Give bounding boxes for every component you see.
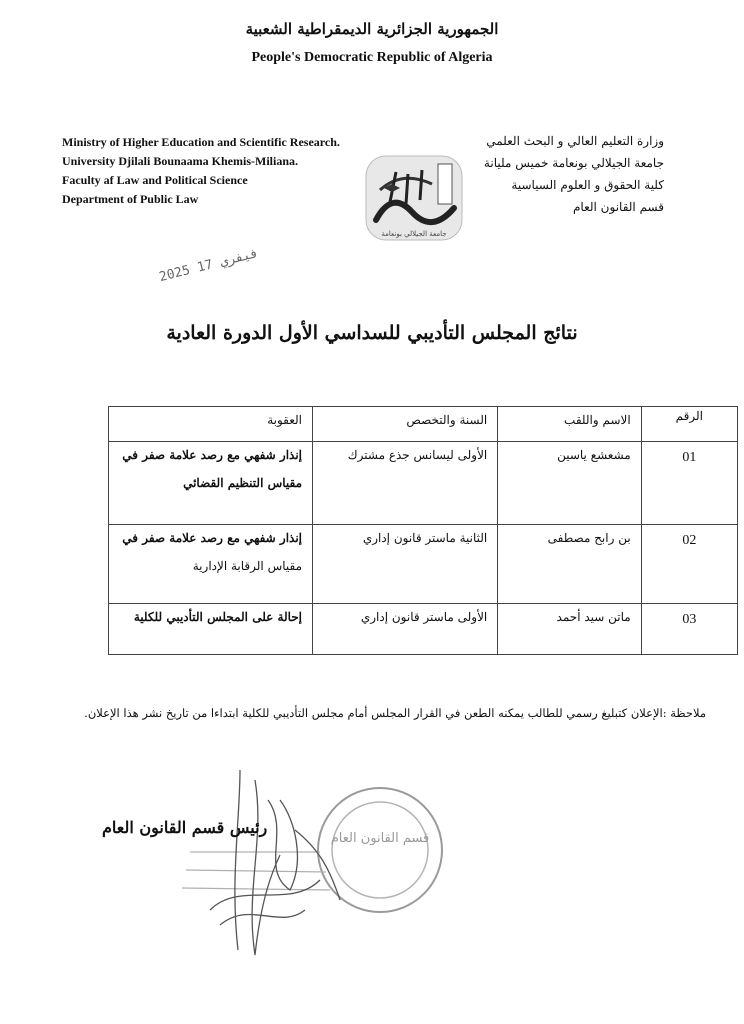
penalty-line2: مقياس التنظيم القضائي bbox=[183, 476, 303, 490]
institution-info-english bbox=[62, 133, 340, 209]
faculty-line: Faculty af Law and Political Science bbox=[62, 173, 248, 187]
faculty-line-ar: كلية الحقوق و العلوم السياسية bbox=[511, 178, 664, 192]
table-header-row bbox=[109, 407, 738, 442]
table-row bbox=[109, 442, 738, 525]
row-name: بن رابح مصطفى bbox=[498, 525, 641, 604]
row-penalty bbox=[109, 604, 313, 655]
row-penalty bbox=[109, 442, 313, 525]
header-penalty: العقوبة bbox=[109, 407, 313, 442]
signatory-title: رئيس قسم القانون العام bbox=[102, 818, 268, 837]
department-line-ar: قسم القانون العام bbox=[573, 200, 664, 214]
university-line-ar: جامعة الجيلالي بونعامة خميس مليانة bbox=[483, 156, 664, 170]
penalty-line1: إحالة على المجلس التأديبي للكلية bbox=[133, 610, 303, 624]
country-title-english: People's Democratic Republic of Algeria bbox=[251, 50, 493, 65]
row-num: 03 bbox=[641, 604, 737, 655]
results-table bbox=[108, 406, 738, 655]
penalty-line1: إنذار شفهي مع رصد علامة صفر في bbox=[122, 531, 303, 545]
row-year: الأولى ماستر قانون إداري bbox=[313, 604, 498, 655]
header-year: السنة والتخصص bbox=[313, 407, 498, 442]
ministry-line-ar: وزارة التعليم العالي و البحث العلمي bbox=[486, 134, 664, 148]
row-num: 01 bbox=[641, 442, 737, 525]
note-text: ملاحظة :الإعلان كتبليغ رسمي للطالب يمكنه الطعن في القرار المجلس أمام مجلس التأديبي للكلية ابتداءا من تاريخ نشر هذا الإعلان. bbox=[84, 706, 706, 720]
header-num: الرقم bbox=[641, 407, 737, 442]
ministry-line: Ministry of Higher Education and Scientific Research. bbox=[62, 135, 340, 149]
signature-stamp-area bbox=[90, 760, 470, 960]
handwritten-signature bbox=[210, 770, 340, 955]
penalty-line1: إنذار شفهي مع رصد علامة صفر في bbox=[122, 448, 303, 462]
row-num: 02 bbox=[641, 525, 737, 604]
row-penalty bbox=[109, 525, 313, 604]
row-year: الثانية ماستر قانون إداري bbox=[313, 525, 498, 604]
university-line: University Djilali Bounaama Khemis-Miliana. bbox=[62, 154, 299, 168]
stamp-text: قسم القانون العام bbox=[330, 831, 430, 846]
header-name: الاسم واللقب bbox=[498, 407, 641, 442]
logo-caption: جامعة الجيلالي بونعامة bbox=[381, 230, 447, 238]
row-name: مشعشع ياسين bbox=[498, 442, 641, 525]
row-year: الأولى ليسانس جذع مشترك bbox=[313, 442, 498, 525]
official-stamp bbox=[318, 788, 442, 912]
table-row bbox=[109, 604, 738, 655]
country-title-arabic: الجمهورية الجزائرية الديمقراطية الشعبية bbox=[245, 20, 499, 38]
row-name: ماتن سيد أحمد bbox=[498, 604, 641, 655]
document-heading: نتائج المجلس التأديبي للسداسي الأول الدورة العادية bbox=[166, 322, 578, 344]
date-stamp: 2025 فيفري 17 bbox=[157, 245, 261, 286]
table-row bbox=[109, 525, 738, 604]
university-logo bbox=[362, 150, 468, 246]
penalty-line2: مقياس الرقابة الإدارية bbox=[192, 559, 303, 573]
department-line: Department of Public Law bbox=[62, 192, 199, 206]
institution-info-arabic bbox=[484, 130, 664, 218]
